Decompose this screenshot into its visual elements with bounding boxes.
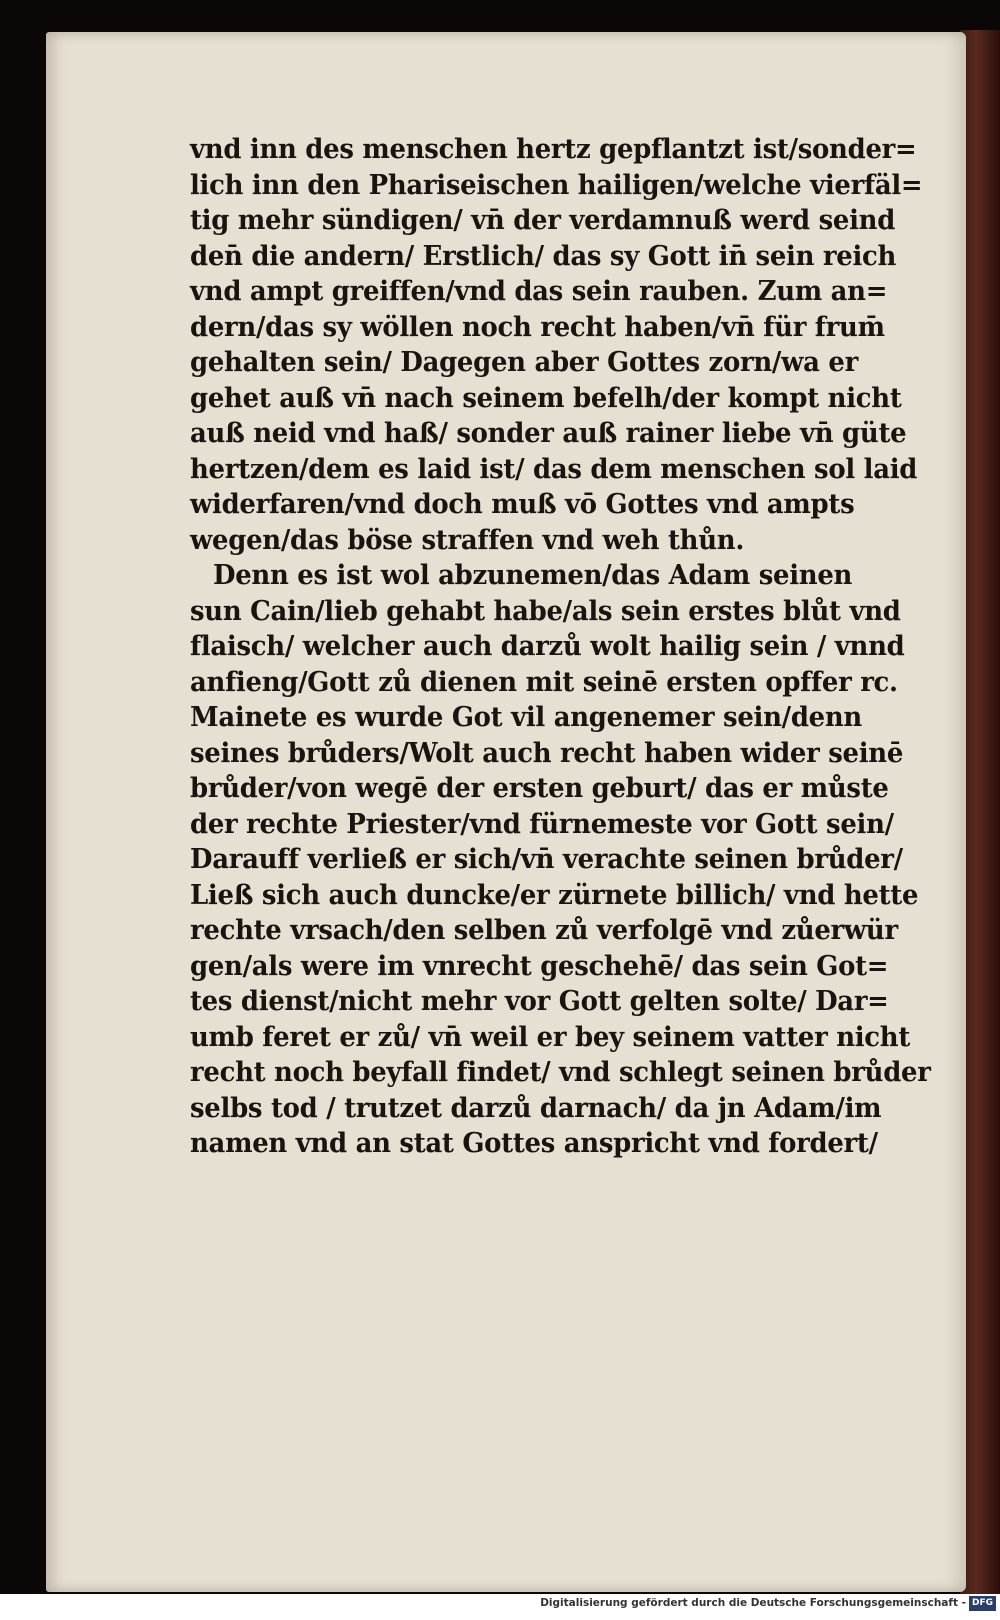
text-line: umb feret er zů/ vn̄ weil er bey seinem vatter nicht: [190, 1021, 911, 1053]
text-line: der rechte Priester/vnd fürnemeste vor Gott sein/: [190, 808, 894, 840]
text-line: sun Cain/lieb gehabt habe/als sein erstes blůt vnd: [190, 595, 901, 627]
book-edge: [960, 30, 1000, 1595]
text-line: gehet auß vn̄ nach seinem befelh/der kompt nicht: [190, 382, 902, 414]
text-line: Denn es ist wol abzunemen/das Adam seinen: [213, 560, 853, 591]
text-line: hertzen/dem es laid ist/ das dem menschen sol laid: [190, 453, 918, 485]
text-line: recht noch beyfall findet/ vnd schlegt seinen brůder: [190, 1057, 931, 1088]
text-line: dern/das sy wöllen noch recht haben/vn̄ für frum̄: [190, 311, 885, 343]
text-line: widerfaren/vnd doch muß vō Gottes vnd ampts: [190, 489, 855, 520]
text-line: namen vnd an stat Gottes anspricht vnd fordert/: [190, 1128, 878, 1159]
text-line: lich inn den Phariseischen hailigen/welche vierfäl=: [190, 169, 923, 201]
text-line: flaisch/ welcher auch darzů wolt hailig sein / vnnd: [190, 631, 905, 662]
text-line: rechte vrsach/den selben zů verfolgē vnd zůerwür: [190, 915, 898, 946]
text-line: anfieng/Gott zů dienen mit seinē ersten opffer rc.: [190, 666, 898, 698]
text-line: auß neid vnd haß/ sonder auß rainer liebe vn̄ güte: [190, 418, 907, 449]
text-line: gehalten sein/ Dagegen aber Gottes zorn/wa er: [190, 347, 858, 378]
dfg-logo: DFG: [969, 1596, 996, 1611]
text-line: gen/als were im vnrecht geschehē/ das sein Got=: [190, 950, 889, 982]
text-line: tig mehr sündigen/ vn̄ der verdamnuß werd seind: [190, 205, 896, 236]
text-line: Mainete es wurde Got vil angenemer sein/denn: [190, 702, 862, 733]
digitization-footer: [0, 1594, 1000, 1620]
text-line: selbs tod / trutzet darzů darnach/ da jn Adam/im: [190, 1092, 882, 1124]
text-line: den̄ die andern/ Erstlich/ das sy Gott in̄ sein reich: [190, 240, 897, 272]
funding-credit: Digitalisierung gefördert durch die Deutsche Forschungsgemeinschaft -: [540, 1597, 966, 1609]
text-line: vnd ampt greiffen/vnd das sein rauben. Zum an=: [190, 276, 888, 307]
text-line: tes dienst/nicht mehr vor Gott gelten solte/ Dar=: [190, 986, 889, 1017]
text-line: brůder/von wegē der ersten geburt/ das er můste: [190, 773, 889, 804]
page-text-block: [190, 132, 935, 1162]
text-line: seines brůders/Wolt auch recht haben wider seinē: [190, 737, 904, 769]
text-line: Darauff verließ er sich/vn̄ verachte seinen brůder/: [190, 844, 903, 875]
text-line: vnd inn des menschen hertz gepflantzt ist/sonder=: [190, 134, 917, 165]
text-line: wegen/das böse straffen vnd weh thůn.: [190, 524, 745, 556]
text-line: Ließ sich auch duncke/er zürnete billich/ vnd hette: [190, 879, 919, 911]
